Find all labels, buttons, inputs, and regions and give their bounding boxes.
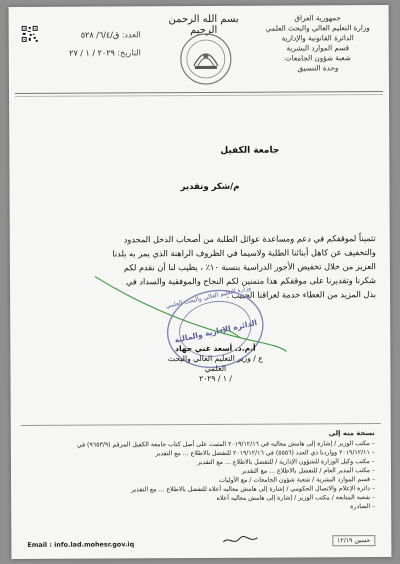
header-divider-thin: [15, 94, 383, 97]
cc-item: – دائرة الإعلام والاتصال الحكومي / إشارة إلى هامش معاليه أعلاه للتفضل بالاطلاع ... مع التقدير: [27, 484, 375, 495]
ministry-line: قسم الموارد البشرية: [286, 43, 350, 53]
signatory-date: / ١ / ٢٠٢٩: [199, 373, 232, 384]
body-line: العزيز من خلال تخفيض الأجور الدراسية بنسبة ١٠٪ ، يطيب لنا أن نقدم لكم: [123, 261, 376, 273]
reference-date: [21, 48, 141, 58]
number-label: العدد:: [121, 30, 141, 40]
footer-box: حسين ١٢/١٩: [332, 535, 375, 546]
cc-title: نسخة منه إلى: [328, 429, 375, 438]
cc-divider: [21, 423, 381, 426]
date-label: التاريخ:: [117, 48, 141, 58]
body-line: تثميناً لموقفكم في دعم ومساعدة عوائل الطلبة من أصحاب الدخل المحدود: [123, 233, 376, 245]
cc-item: – شعبة المتابعة / مكتب الوزير / إشارة إلى هامش معاليه أعلاه: [27, 493, 375, 504]
ministry-line: وزارة التعليم العالي والبحث العلمي: [265, 23, 370, 33]
cc-item: – مكتب المدير العام / للتفضل بالاطلاع ... مع التقدير: [27, 466, 375, 477]
number-value: ق/٦/٤/ ٥٢٨: [80, 30, 120, 40]
ministry-header: [259, 13, 377, 74]
ministry-line: وحدة التنسيق: [297, 63, 339, 73]
addressee: جامعة الكفيل: [220, 145, 280, 156]
ministry-line: جمهورية العراق: [294, 13, 341, 23]
stamp-center-text: الدائرة الإدارية والمالية: [173, 318, 258, 345]
ministry-emblem-icon: [179, 32, 233, 86]
basmala: بسم الله الرحمن الرحيم: [168, 13, 239, 37]
signatory-title: ع / وزير التعليم العالي والبحث العلمي: [167, 353, 263, 373]
initials-scribble: [221, 534, 261, 546]
cc-item: – مكتب وكيل الوزارة للشؤون الإدارية / للتفضل بالاطلاع ... مع التقدير: [27, 457, 375, 468]
footer-email: Email : info.lad.mohesr.gov.iq: [27, 540, 135, 549]
cc-item: – قسم الموارد البشرية / شعبة شؤون الجامعات / مع الأوليات: [27, 475, 375, 486]
body-line: بذل المزيد من العطاء خدمة لعراقنا الحبيب .: [226, 289, 377, 300]
cc-item: – الصادرة: [27, 502, 375, 513]
signature-block: [160, 344, 270, 385]
reference-number: [21, 30, 141, 40]
cc-list: [27, 429, 375, 513]
letter-subject: م/شكر وتقدير: [180, 181, 240, 193]
stamp-ring-text: وزارة التعليم العالي والبحث العلمي: [165, 284, 252, 310]
letter-sheet: [9, 5, 392, 559]
ministry-line: شعبة شؤون الجامعات: [284, 53, 351, 63]
signatory-name: أ.م.د. أسعد غني جهاد: [175, 343, 256, 354]
cc-item: – مكتب الوزير / إشارة إلى هامش معاليه في ٢٠١٩/١٢/١٦ المثبت على أصل كتاب جامعة الكفيل المرقم (٩٦٥٣/٩) في: [27, 439, 375, 450]
date-value: ٢٠٢٩ / ١ / ٢٧: [69, 48, 115, 58]
body-line: شكرنا وتقديرنا على موقفكم هذا متمنين لكم النجاح والموفقية والسداد في: [125, 275, 377, 287]
ministry-line: الدائرة القانونية والإدارية: [281, 33, 354, 43]
body-line: والتخفيف عن كاهل أبنائنا الطلبة ولاسيما في الظروف الراهنة الذي يمر به بلدنا: [112, 247, 376, 259]
cc-item: – ٢٠١٩/١٢/١١ وواردنا ذي العدد (٥٥٥٦) في ٢٠١٩/١٢/١٦ للتفضل بالاطلاع ... مع التقدير: [27, 448, 375, 459]
